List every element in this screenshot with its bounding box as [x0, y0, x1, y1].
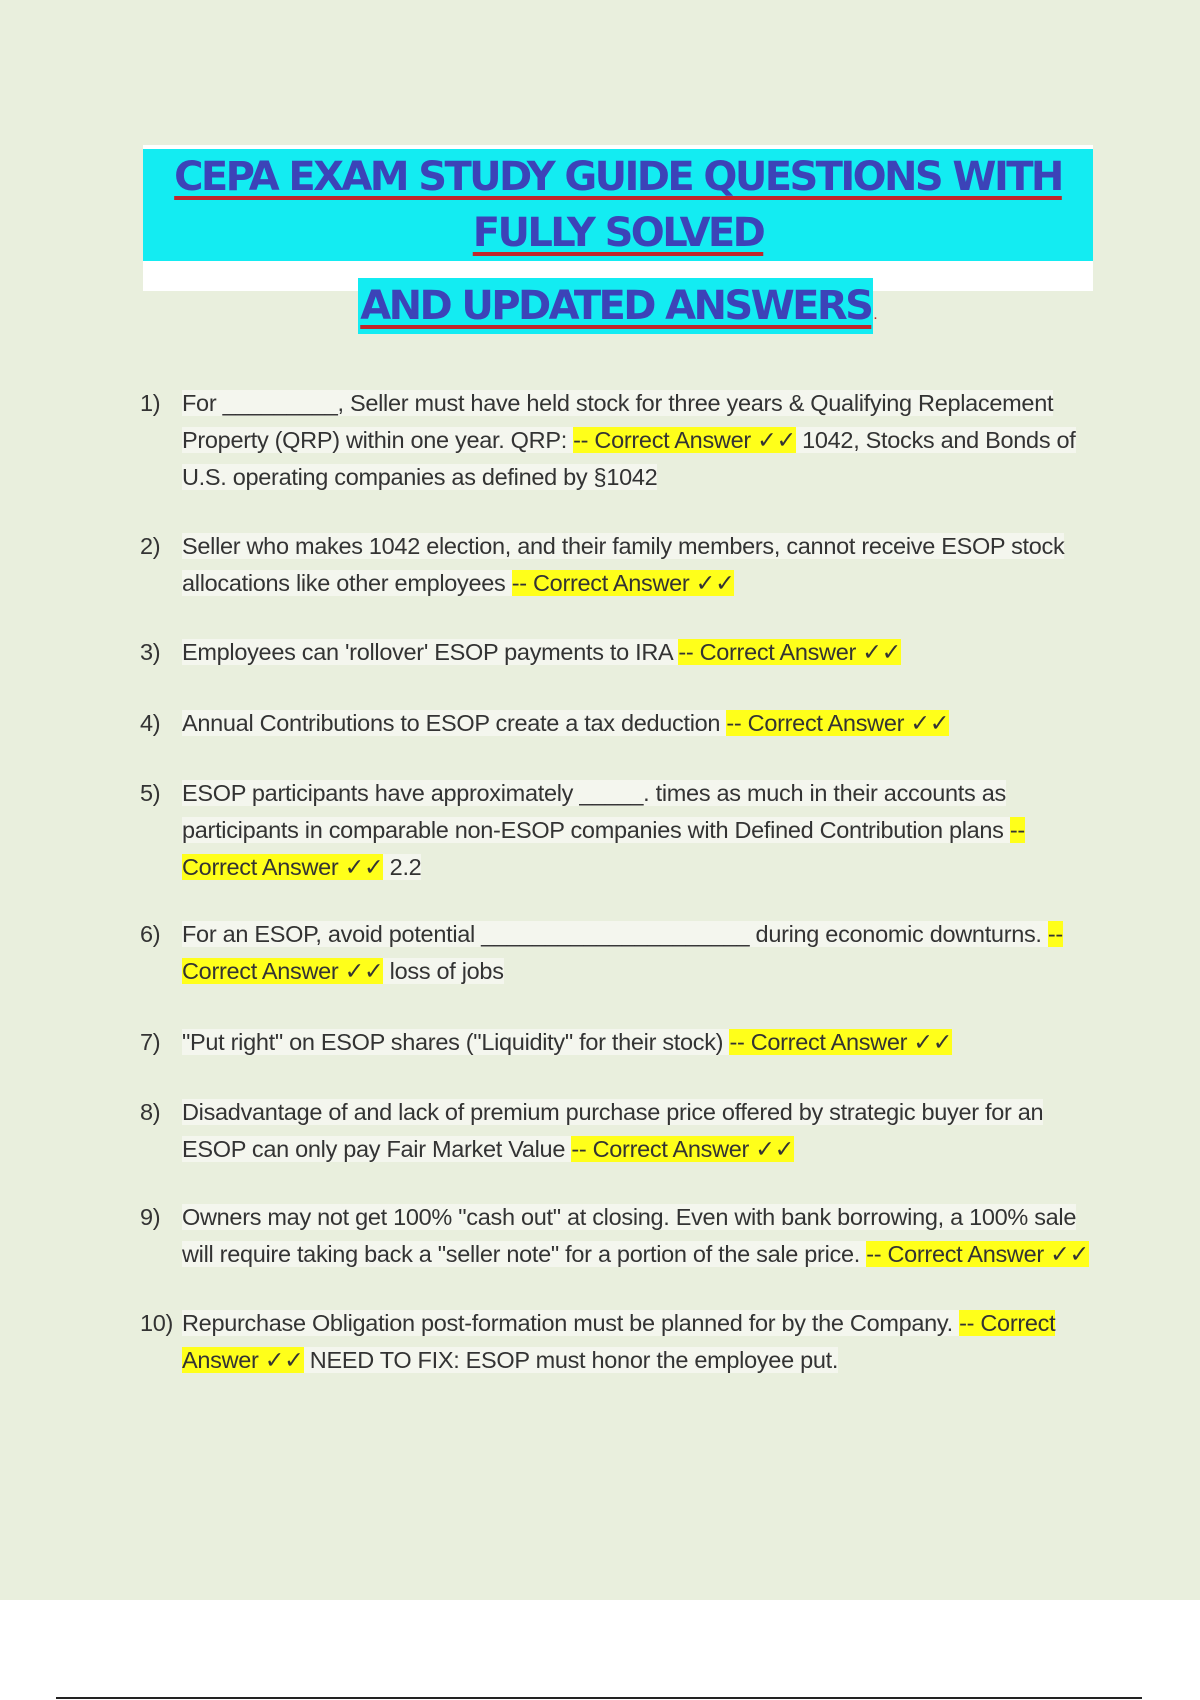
question-number: 9) [140, 1204, 161, 1230]
question-3 [140, 634, 1100, 671]
question-text: ESOP participants have approximately _____. times as much in their accounts as participants in comparable non-ESOP companies with Defined Contribution plans [182, 780, 1010, 843]
question-9 [140, 1199, 1100, 1273]
correct-answer-label: -- Correct Answer ✓✓ [182, 1310, 1056, 1373]
title-line-2-text: AND UPDATED ANSWERS [360, 283, 872, 329]
question-text: Seller who makes 1042 election, and their family members, cannot receive ESOP stock allocations like other employees [182, 533, 1065, 596]
question-text: For _________, Seller must have held stock for three years & Qualifying Replacement Property (QRP) within one year. QRP: [182, 390, 1054, 453]
question-5 [140, 775, 1100, 886]
question-number: 10) [140, 1310, 174, 1336]
answer-text: 2.2 [383, 854, 422, 880]
question-text: Annual Contributions to ESOP create a tax deduction [182, 710, 727, 736]
question-text: "Put right" on ESOP shares ("Liquidity" for their stock) [182, 1029, 730, 1055]
correct-answer-label: -- Correct Answer ✓✓ [866, 1241, 1089, 1267]
correct-answer-label: -- Correct Answer ✓✓ [511, 570, 735, 596]
question-2 [140, 528, 1100, 602]
question-text: Disadvantage of and lack of premium purchase price offered by strategic buyer for an ESOP can only pay Fair Market Value [182, 1099, 1044, 1162]
question-list [140, 385, 1100, 1379]
title-line-2 [358, 278, 873, 334]
question-number: 1) [140, 390, 161, 416]
title-period: . [873, 306, 878, 323]
question-number: 8) [140, 1099, 161, 1125]
correct-answer-label: -- Correct Answer ✓✓ [573, 427, 796, 453]
question-10 [140, 1305, 1100, 1379]
question-number: 4) [140, 710, 161, 736]
title-line-1: CEPA EXAM STUDY GUIDE QUESTIONS WITH FULLY SOLVED [143, 149, 1093, 261]
question-text: For an ESOP, avoid potential _____________________ during economic downturns. [182, 921, 1048, 947]
question-number: 7) [140, 1029, 161, 1055]
answer-text: NEED TO FIX: ESOP must honor the employee put. [303, 1347, 839, 1373]
answer-text: loss of jobs [383, 958, 504, 984]
question-1 [140, 385, 1100, 496]
correct-answer-label: -- Correct Answer ✓✓ [182, 921, 1063, 984]
question-7 [140, 1024, 1100, 1061]
question-8 [140, 1094, 1100, 1168]
question-number: 6) [140, 921, 161, 947]
question-number: 2) [140, 533, 161, 559]
question-6 [140, 916, 1100, 990]
question-4 [140, 705, 1100, 742]
footer-divider [56, 1697, 1142, 1699]
correct-answer-label: -- Correct Answer ✓✓ [182, 817, 1025, 880]
correct-answer-label: -- Correct Answer ✓✓ [729, 1029, 953, 1055]
correct-answer-label: -- Correct Answer ✓✓ [726, 710, 950, 736]
question-text: Repurchase Obligation post-formation must be planned for by the Company. [182, 1310, 960, 1336]
question-number: 5) [140, 780, 161, 806]
correct-answer-label: -- Correct Answer ✓✓ [678, 639, 902, 665]
answer-text: 1042, Stocks and Bonds of U.S. operating companies as defined by §1042 [182, 427, 1076, 490]
question-number: 3) [140, 639, 161, 665]
question-text: Employees can 'rollover' ESOP payments to IRA [182, 639, 679, 665]
correct-answer-label: -- Correct Answer ✓✓ [571, 1136, 795, 1162]
question-text: Owners may not get 100% "cash out" at closing. Even with bank borrowing, a 100% sale will require taking back a "seller note" for a portion of the sale price. [182, 1204, 1077, 1267]
title-block [143, 145, 1093, 329]
